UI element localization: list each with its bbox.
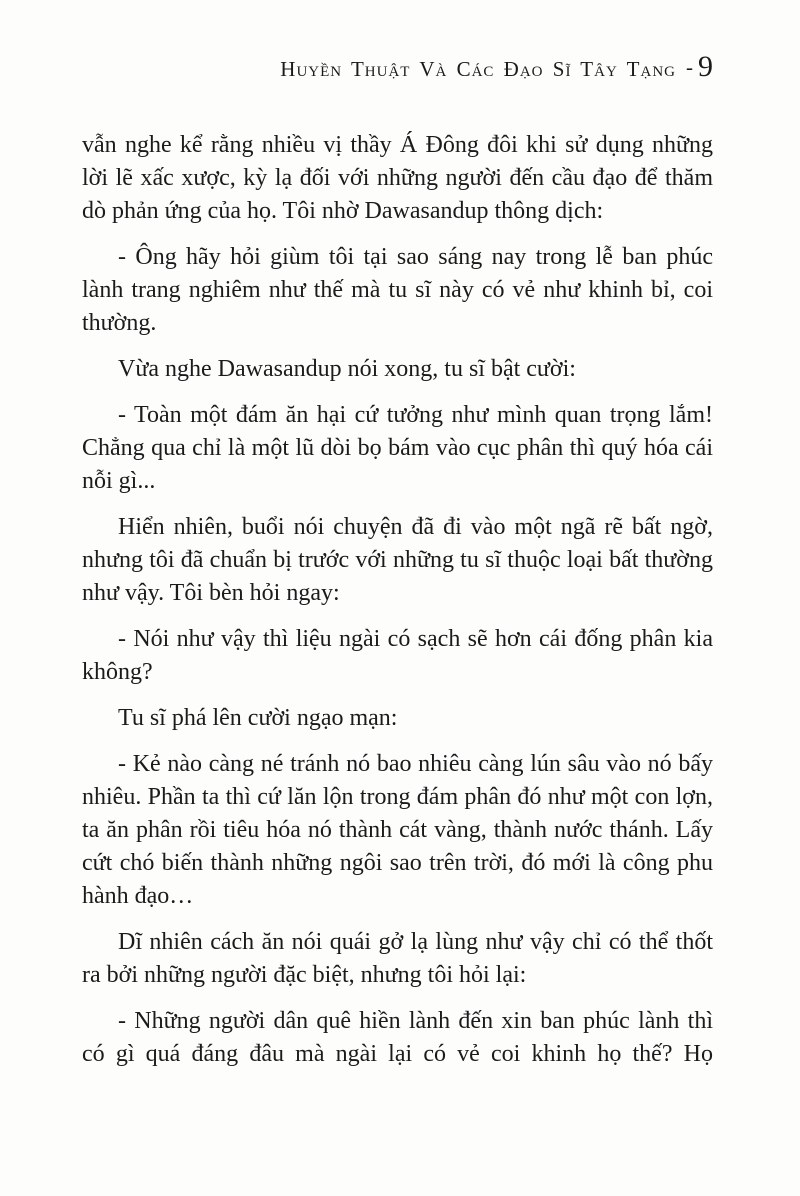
paragraph: - Ông hãy hỏi giùm tôi tại sao sáng nay trong lễ ban phúc lành trang nghiêm như thế mà tu sĩ này có vẻ như khinh bỉ, coi thường.: [82, 244, 713, 336]
paragraph: - Toàn một đám ăn hại cứ tưởng như mình quan trọng lắm! Chẳng qua chỉ là một lũ dòi bọ bám vào cục phân thì quý hóa cái nỗi gì...: [82, 402, 713, 494]
page-number: 9: [698, 50, 713, 83]
paragraph: Tu sĩ phá lên cười ngạo mạn:: [118, 705, 398, 731]
paragraph: Hiển nhiên, buổi nói chuyện đã đi vào một ngã rẽ bất ngờ, nhưng tôi đã chuẩn bị trước với những tu sĩ thuộc loại bất thường như vậy. Tôi bèn hỏi ngay:: [82, 514, 713, 606]
paragraph: - Những người dân quê hiền lành đến xin ban phúc lành thì có gì quá đáng đâu mà ngài lại có vẻ coi khinh họ thế? Họ: [82, 1008, 713, 1067]
book-content: [82, 129, 713, 1084]
running-title: Huyền Thuật Và Các Đạo Sĩ Tây Tạng: [280, 57, 676, 81]
paragraph: - Kẻ nào càng né tránh nó bao nhiêu càng lún sâu vào nó bấy nhiêu. Phần ta thì cứ lăn lộn trong đám phân đó như một con lợn, ta ăn phân rồi tiêu hóa nó thành cát vàng, thành nước thánh. Lấy cứt chó biến thành những ngôi sao trên trời, đó mới là công phu hành đạo…: [82, 751, 713, 909]
header-separator: -: [686, 55, 693, 79]
page-header: [82, 50, 713, 84]
paragraph: - Nói như vậy thì liệu ngài có sạch sẽ hơn cái đống phân kia không?: [82, 626, 713, 685]
paragraph: Dĩ nhiên cách ăn nói quái gở lạ lùng như vậy chỉ có thể thốt ra bởi những người đặc biệt, nhưng tôi hỏi lại:: [82, 929, 713, 988]
paragraph: Vừa nghe Dawasandup nói xong, tu sĩ bật cười:: [118, 356, 576, 382]
paragraph: vẫn nghe kể rằng nhiều vị thầy Á Đông đôi khi sử dụng những lời lẽ xấc xược, kỳ lạ đối với những người đến cầu đạo để thăm dò phản ứng của họ. Tôi nhờ Dawasandup thông dịch:: [82, 132, 713, 224]
